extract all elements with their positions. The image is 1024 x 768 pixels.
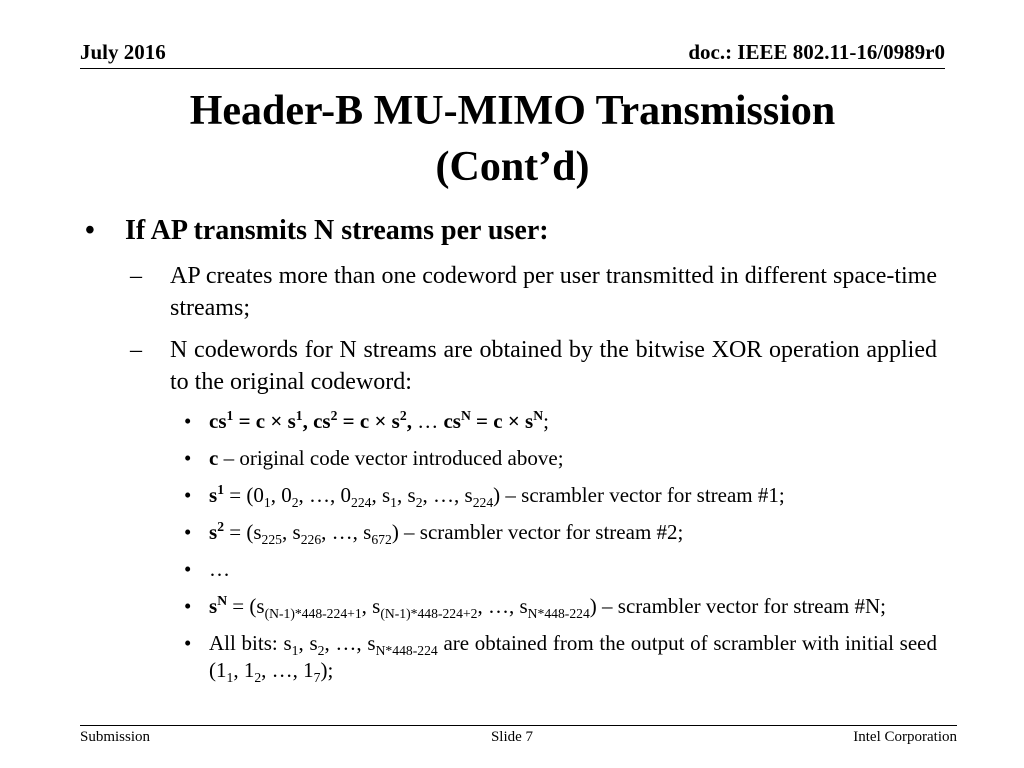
bullet-marker: • — [85, 215, 95, 246]
footer-slide-number: Slide 7 — [490, 729, 534, 745]
dash-marker: – — [130, 337, 142, 363]
sub-bullet-s2 — [184, 519, 937, 546]
title-line-1: Header-B MU-MIMO Transmission — [189, 88, 836, 134]
bullet-main — [85, 214, 937, 248]
slide-body — [85, 214, 937, 694]
c-definition: c – original code vector introduced above; — [209, 446, 564, 470]
sub-bullet-marker: • — [184, 446, 192, 470]
footer-submission: Submission — [80, 729, 151, 745]
sub-bullet-marker: • — [184, 409, 192, 433]
sub-bullet-marker: • — [184, 594, 192, 618]
s2-definition: $s^2 = (s_{225}$, $s_{226}$, …, $s_{672}$) – scrambler vector for stream #2; — [209, 519, 684, 548]
sub-bullet-c — [184, 445, 937, 472]
sub-bullet-marker: • — [184, 631, 192, 655]
slide-title — [80, 83, 945, 195]
bullet-main-text: If AP transmits N streams per user: — [125, 215, 549, 246]
header-doc-id: doc.: IEEE 802.11-16/0989r0 — [688, 40, 945, 64]
sub-bullet-codewords — [184, 408, 937, 435]
ellipsis-text: … — [209, 557, 230, 581]
sN-definition: $s^N = (s_{(N-1)*448-224+1}$, $s_{(N-1)*448-224+2}$, …, $s_{N*448-224}$) – scrambler vector for stream #N; — [209, 593, 887, 622]
sub-bullet-s1 — [184, 482, 937, 509]
dash-item-1-text: AP creates more than one codeword per user transmitted in different space-time streams; — [170, 263, 937, 321]
dash-item-2 — [130, 334, 937, 398]
header-rule — [80, 68, 945, 69]
all-bits-text: All bits: $s_1$, $s_2$, …, $s_{N*448-224}$ are obtained from the output of scrambler with initial seed ($1_1$, $1_2$, …, $1_7$); — [209, 631, 937, 686]
sub-bullet-all-bits — [184, 630, 937, 684]
title-line-2: (Cont’d) — [435, 144, 590, 190]
sub-bullet-sN — [184, 593, 937, 620]
footer-company: Intel Corporation — [853, 729, 957, 745]
sub-bullet-marker: • — [184, 483, 192, 507]
s1-definition: $s^1 = (0_1$, $0_2$, …, $0_{224}$, $s_1$, $s_2$, …, $s_{224}$) – scrambler vector for stream #1; — [209, 482, 785, 511]
dash-item-2-text: N codewords for N streams are obtained by the bitwise XOR operation applied to the original codeword: — [170, 337, 937, 395]
sub-bullet-marker: • — [184, 557, 192, 581]
sub-bullet-marker: • — [184, 520, 192, 544]
codeword-equations: $cs^1 = c \times s^1$, $cs^2 = c \times s^2$, … $cs^N = c \times s^N$; — [209, 408, 549, 433]
footer-rule — [80, 725, 957, 726]
dash-marker: – — [130, 263, 142, 289]
dash-item-1 — [130, 260, 937, 324]
sub-bullet-ellipsis — [184, 556, 937, 583]
header-date: July 2016 — [80, 40, 166, 64]
